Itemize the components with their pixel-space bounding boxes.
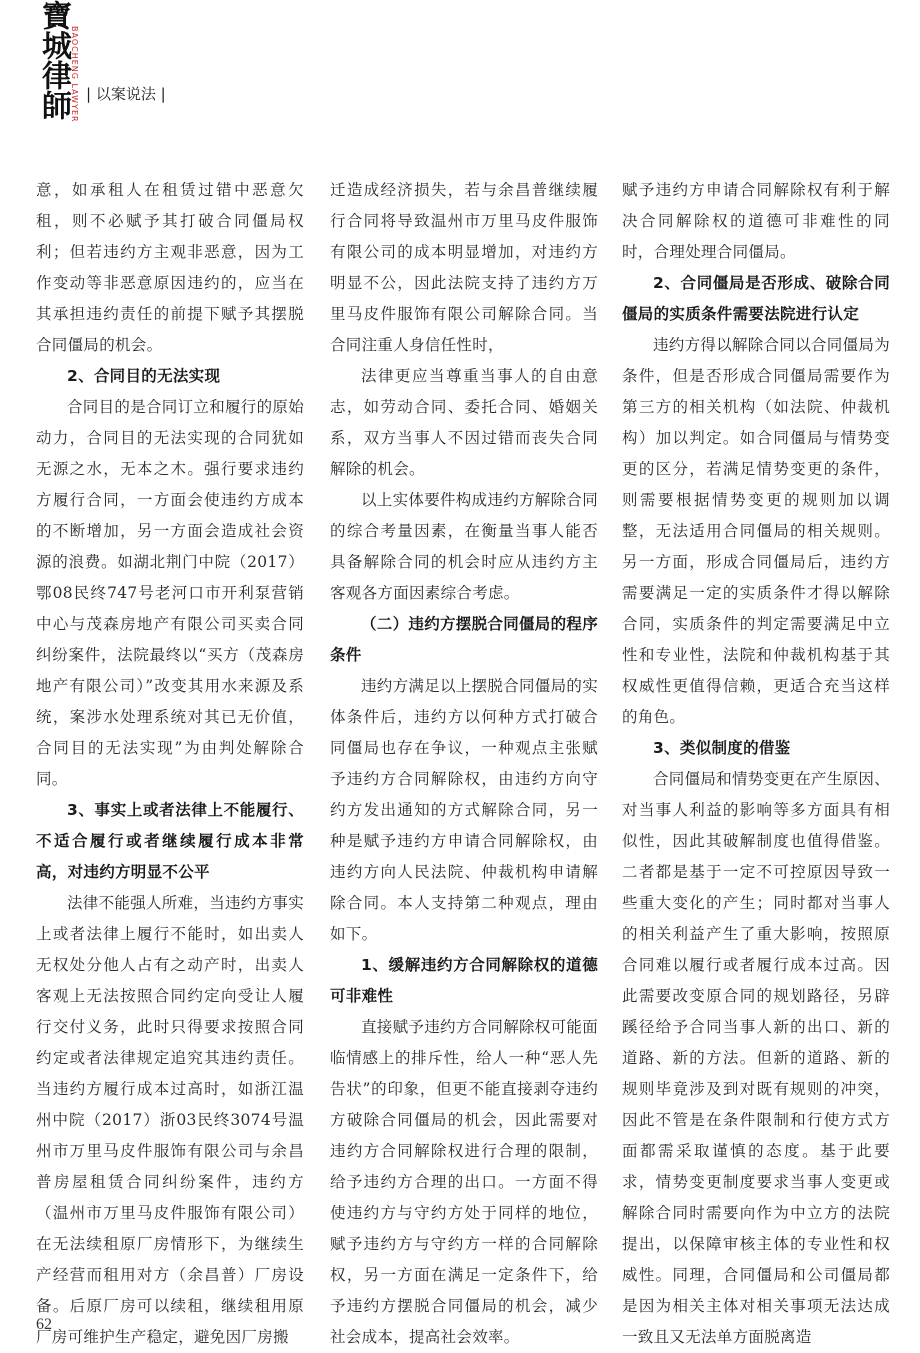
paragraph: 以上实体要件构成违约方解除合同的综合考量因素，在衡量当事人能否具备解除合同的机会时应从违约方主客观各方面因素综合考虑。 <box>330 491 599 602</box>
logo-calligraphy: 寶城律師 <box>36 0 71 120</box>
text-column-3 <box>622 175 890 1353</box>
paragraph: 迁造成经济损失，若与余昌普继续履行合同将导致温州市万里马皮件服饰有限公司的成本明显增加，对违约方明显不公，因此法院支持了违约方万里马皮件服饰有限公司解除合同。当合同注重人身信任性时， <box>330 181 598 354</box>
paragraph: 直接赋予违约方合同解除权可能面临情感上的排斥性，给人一种“恶人先告状”的印象，但更不能直接剥夺违约方破除合同僵局的机会，因此需要对违约方合同解除权进行合理的限制，给予违约方合理的出口。一方面不得使违约方与守约方处于同样的地位，赋予违约方与守约方一样的合同解除权，另一方面在满足一定条件下，给予违约方摆脱合同僵局的机会，减少社会成本，提高社会效率。 <box>330 1018 599 1346</box>
subheading: 3、类似制度的借鉴 <box>653 739 791 757</box>
paragraph: 违约方得以解除合同以合同僵局为条件，但是否形成合同僵局需要作为第三方的相关机构（如法院、仲裁机构）加以判定。如合同僵局与情势变更的区分，若满足情势变更的条件，则需要根据情势变更的规则加以调整，无法适用合同僵局的相关规则。另一方面，形成合同僵局后，违约方需要满足一定的实质条件才得以解除合同，实质条件的判定需要满足中立性和专业性，法院和仲裁机构基于其权威性更值得信赖，更适合充当这样的角色。 <box>622 336 891 726</box>
paragraph: 意，如承租人在租赁过错中恶意欠租，则不必赋予其打破合同僵局权利；但若违约方主观非恶意，因为工作变动等非恶意原因违约的，应当在其承担违约责任的前提下赋予其摆脱合同僵局的机会。 <box>36 181 304 354</box>
subheading: 1、缓解违约方合同解除权的道德可非难性 <box>330 956 598 1005</box>
paragraph: 合同僵局和情势变更在产生原因、对当事人利益的影响等多方面具有相似性，因此其破解制度也值得借鉴。二者都是基于一定不可控原因导致一些重大变化的产生；同时都对当事人的相关利益产生了重大影响，按照原合同难以履行或者履行成本过高。因此需要改变原合同的规划路径，另辟蹊径给予合同当事人新的出口、新的道路、新的方法。但新的道路、新的规则毕竟涉及到对既有规则的冲突，因此不管是在条件限制和行使方式方面都需采取谨慎的态度。基于此要求，情势变更制度要求当事人变更或解除合同时需要向作为中立方的法院提出，以保障审核主体的专业性和权威性。同理，合同僵局和公司僵局都是因为相关主体对相关事项无法达成一致且又无法单方面脱离造 <box>622 770 891 1346</box>
section-title: | 以案说法 | <box>86 85 166 103</box>
page-number: 62 <box>36 1316 52 1333</box>
subheading: 3、事实上或者法律上不能履行、不适合履行或者继续履行成本非常高，对违约方明显不公平 <box>36 801 304 881</box>
paragraph: 赋予违约方申请合同解除权有利于解决合同解除权的道德可非难性的同时，合理处理合同僵局。 <box>622 181 890 261</box>
paragraph: 法律更应当尊重当事人的自由意志，如劳动合同、委托合同、婚姻关系，双方当事人不因过错而丧失合同解除的机会。 <box>330 367 598 478</box>
text-column-1 <box>36 175 304 1353</box>
subheading: 2、合同目的无法实现 <box>67 367 221 385</box>
logo-english-text: BAOCHENG LAWYER <box>70 26 79 123</box>
paragraph: 法律不能强人所难，当违约方事实上或者法律上履行不能时，如出卖人无权处分他人占有之动产时，出卖人客观上无法按照合同约定向受让人履行交付义务，此时只得要求按照合同约定或者法律规定追究其违约责任。当违约方履行成本过高时，如浙江温州中院（2017）浙03民终3074号温州市万里马皮件服饰有限公司与余昌普房屋租赁合同纠纷案件，违约方（温州市万里马皮件服饰有限公司）在无法续租原厂房情形下，为继续生产经营而租用对方（余昌普）厂房设备。后原厂房可以续租，继续租用原厂房可维护生产稳定，避免因厂房搬 <box>36 894 305 1346</box>
text-column-2 <box>330 175 598 1353</box>
paragraph: 合同目的是合同订立和履行的原始动力，合同目的无法实现的合同犹如无源之水，无本之木。强行要求违约方履行合同，一方面会使违约方成本的不断增加，另一方面会造成社会资源的浪费。如湖北荆门中院（2017）鄂08民终747号老河口市开利泵营销中心与茂森房地产有限公司买卖合同纠纷案件，法院最终以“买方（茂森房地产有限公司）”改变其用水来源及系统，案涉水处理系统对其已无价值，合同目的无法实现”为由判处解除合同。 <box>36 398 305 788</box>
brand-logo <box>18 0 88 135</box>
paragraph: 违约方满足以上摆脱合同僵局的实体条件后，违约方以何种方式打破合同僵局也存在争议，一种观点主张赋予违约方合同解除权，由违约方向守约方发出通知的方式解除合同，另一种是赋予违约方申请合同解除权，由违约方向人民法院、仲裁机构申请解除合同。本人支持第二种观点，理由如下。 <box>330 677 599 943</box>
subheading: （二）违约方摆脱合同僵局的程序条件 <box>330 615 599 664</box>
subheading: 2、合同僵局是否形成、破除合同僵局的实质条件需要法院进行认定 <box>622 274 890 323</box>
